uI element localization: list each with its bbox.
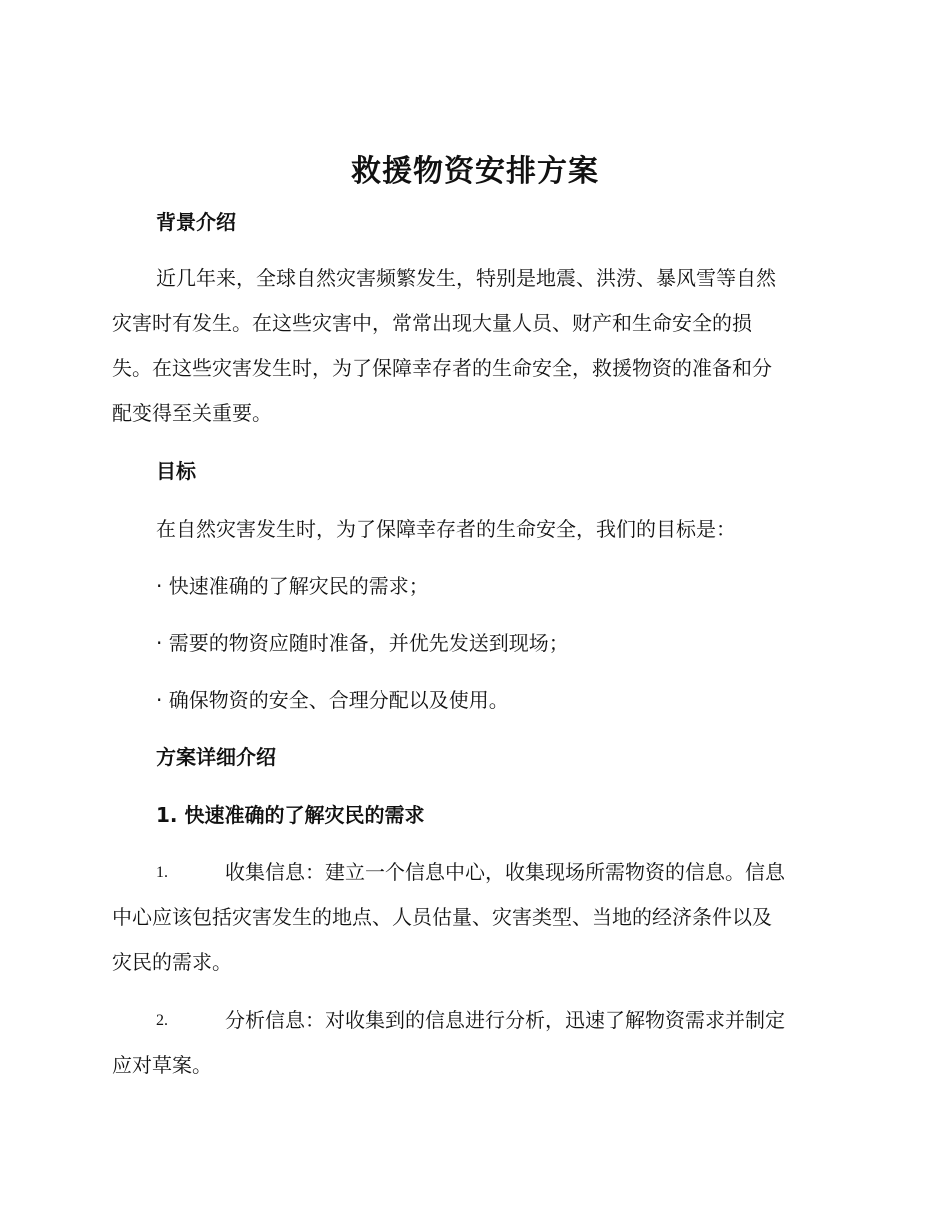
document-title: 救援物资安排方案 [351, 154, 599, 189]
list-item-line: 收集信息：建立一个信息中心，收集现场所需物资的信息。信息 [225, 860, 785, 884]
list-item-line: 应对草案。 [112, 1053, 212, 1077]
list-item [112, 998, 832, 1088]
list-item-number: 2. [156, 1012, 168, 1029]
goal-bullet: · 确保物资的安全、合理分配以及使用。 [156, 688, 509, 712]
details-subheading: 1. 快速准确的了解灾民的需求 [156, 803, 425, 827]
section-heading-details: 方案详细介绍 [156, 745, 276, 769]
list-item-line: 灾民的需求。 [112, 950, 232, 974]
background-paragraph [112, 256, 832, 436]
paragraph-line: 失。在这些灾害发生时，为了保障幸存者的生命安全，救援物资的准备和分 [112, 356, 772, 380]
list-item-line: 分析信息：对收集到的信息进行分析，迅速了解物资需求并制定 [225, 1008, 785, 1032]
list-item-number: 1. [156, 864, 168, 881]
paragraph-line: 配变得至关重要。 [112, 401, 272, 425]
paragraph-line: 灾害时有发生。在这些灾害中，常常出现大量人员、财产和生命安全的损 [112, 311, 752, 335]
goal-bullet: · 快速准确的了解灾民的需求； [156, 574, 429, 598]
section-heading-background: 背景介绍 [156, 210, 236, 234]
goals-intro: 在自然灾害发生时，为了保障幸存者的生命安全，我们的目标是： [156, 517, 736, 541]
section-heading-goals: 目标 [156, 459, 196, 483]
list-item [112, 850, 832, 985]
goal-bullet: · 需要的物资应随时准备，并优先发送到现场； [156, 631, 569, 655]
paragraph-line: 近几年来，全球自然灾害频繁发生，特别是地震、洪涝、暴风雪等自然 [156, 266, 776, 290]
list-item-line: 中心应该包括灾害发生的地点、人员估量、灾害类型、当地的经济条件以及 [112, 905, 772, 929]
